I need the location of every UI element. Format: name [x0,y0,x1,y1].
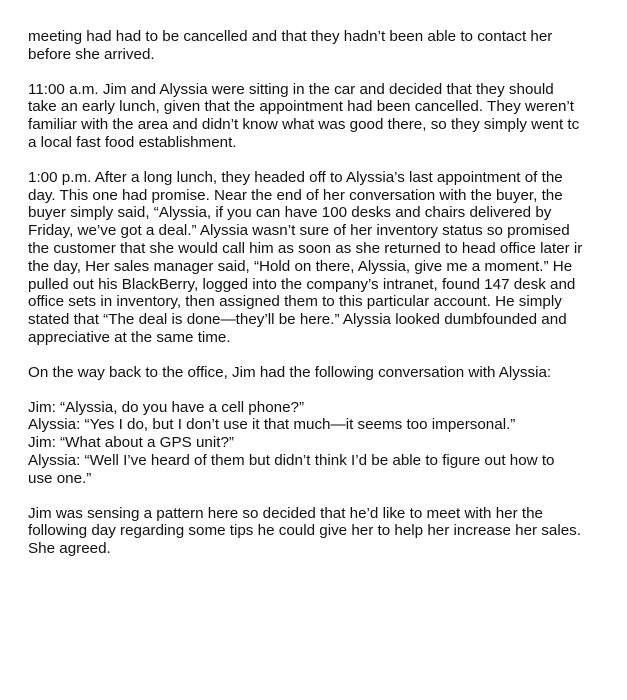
text-line: office sets in inventory, then assigned them to this particular account. He simply [28,293,562,311]
text-line: before she arrived. [28,45,155,63]
text-line: 1:00 p.m. After a long lunch, they headed off to Alyssia’s last appointment of the [28,168,563,186]
text-line: pulled out his BlackBerry, logged into the company’s intranet, found 147 desk and [28,275,576,293]
text-line: appreciative at the same time. [28,328,231,346]
dialogue-line: Jim: “Alyssia, do you have a cell phone?” [28,398,305,416]
text-line: familiar with the area and didn’t know what was good there, so they simply went tc [28,116,580,134]
text-line: On the way back to the office, Jim had the following conversation with Alyssia: [28,363,552,381]
document-body [28,28,627,575]
text-line: day. This one had promise. Near the end of her conversation with the buyer, the [28,186,563,204]
dialogue-block [28,399,627,488]
text-line: buyer simply said, “Alyssia, if you can have 100 desks and chairs delivered by [28,204,552,222]
text-line: a local fast food establishment. [28,133,237,151]
text-line: Friday, we’ve got a deal.” Alyssia wasn’t sure of her inventory status so promised [28,222,570,240]
dialogue-line: use one.” [28,469,92,487]
paragraph-100-pm [28,169,627,347]
paragraph-1100-am [28,81,627,152]
text-line: Jim was sensing a pattern here so decided that he’d like to meet with her the [28,504,543,522]
text-line: stated that “The deal is done—they’ll be here.” Alyssia looked dumbfounded and [28,311,567,329]
text-line: meeting had had to be cancelled and that they hadn’t been able to contact her [28,28,553,45]
dialogue-line: Alyssia: “Yes I do, but I don’t use it that much—it seems too impersonal.” [28,416,516,434]
text-line: take an early lunch, given that the appointment had been cancelled. They weren’t [28,98,574,116]
paragraph-cancelled-meeting [28,28,627,64]
text-line: following day regarding some tips he could give her to help her increase her sales. [28,522,581,540]
text-line: 11:00 a.m. Jim and Alyssia were sitting in the car and decided that they should [28,80,554,98]
text-line: the customer that she would call him as soon as she returned to head office later ir [28,239,583,257]
dialogue-line: Alyssia: “Well I’ve heard of them but didn’t think I’d be able to figure out how to [28,451,555,469]
dialogue-line: Jim: “What about a GPS unit?” [28,434,234,452]
text-line: She agreed. [28,540,111,558]
paragraph-pattern [28,505,627,558]
text-line: the day, Her sales manager said, “Hold on there, Alyssia, give me a moment.” He [28,257,573,275]
paragraph-way-back [28,364,627,382]
